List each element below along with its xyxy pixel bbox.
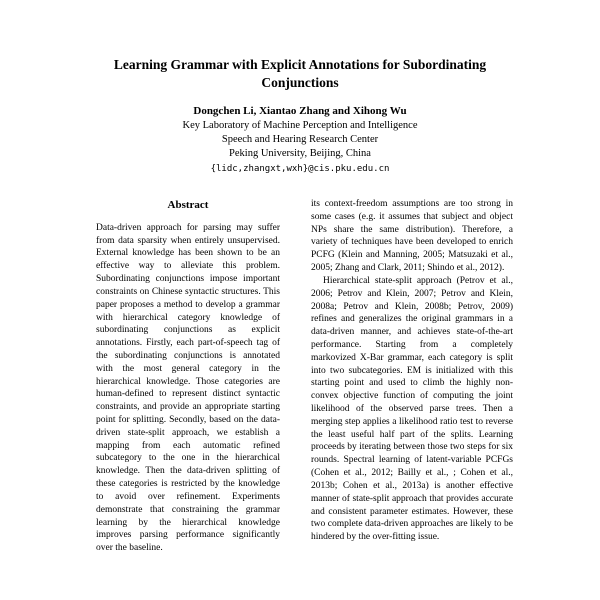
authors-line: Dongchen Li, Xiantao Zhang and Xihong Wu	[193, 105, 407, 118]
email-address: {lidc,zhangxt,wxh}@cis.pku.edu.cn	[210, 164, 390, 175]
right-column	[311, 198, 513, 555]
affiliation-line: Peking University, Beijing, China	[229, 148, 371, 160]
affiliation-line: Speech and Hearing Research Center	[221, 134, 379, 146]
abstract-heading: Abstract	[167, 199, 209, 212]
paper-body	[87, 0, 513, 555]
abstract-text: Data-driven approach for parsing may suffer from data sparsity when entirely unsupervised. External knowledge has been shown to be an effective way to alleviate this problem. Subordinating conjunctions impose important constraints on Chinese syntactic structures. This paper proposes a method to develop a grammar with hierarchical category knowledge of subordinating conjunctions as explicit annotations. Firstly, each part-of-speech tag of the subordinating conjunctions is annotated with the most general category in the hierarchical knowledge. Those categories are human-defined to represent distinct syntactic constraints, and provide an appropriate starting point for splitting. Secondly, based on the data-driven state-split approach, we establish a mapping from each automatic refined subcategory to the one in the hierarchical knowledge. Then the data-driven splitting of these categories is restricted by the knowledge to avoid over refinement. Experiments demonstrate that constraining the grammar learning by the hierarchical knowledge improves parsing performance significantly over the baseline.	[96, 222, 280, 554]
body-paragraph: Hierarchical state-split approach (Petrov et al., 2006; Petrov and Klein, 2007; Petrov and Klein, 2008a; Petrov and Klein, 2008b; Petrov, 2009) refines and generalizes the original grammars in a data-driven manner, and achieves state-of-the-art performance. Starting from a completely markovized X-Bar grammar, each category is split into two subcategories. EM is initialized with this starting point and used to climb the highly non-convex objective function of computing the joint likelihood of the observed parse trees. Then a merging step applies a likelihood ratio test to reverse the least useful half part of the splits. Learning proceeds by iterating between those two steps for six rounds. Spectral learning of latent-variable PCFGs (Cohen et al., 2012; Bailly et al., ; Cohen et al., 2013b; Cohen et al., 2013a) is another effective manner of state-split approach that provides accurate and consistent parameter estimates. However, these two complete data-driven approaches are likely to be hindered by the over-fitting issue.	[311, 275, 513, 543]
affiliation-line: Key Laboratory of Machine Perception and Intelligence	[182, 120, 418, 132]
affiliation-block	[87, 119, 513, 161]
body-paragraph: its context-freedom assumptions are too strong in some cases (e.g. it assumes that subject and object NPs share the same distribution). Therefore, a variety of techniques have been developed to enrich PCFG (Klein and Manning, 2005; Matsuzaki et al., 2005; Zhang and Clark, 2011; Shindo et al., 2012).	[311, 199, 513, 274]
two-column-layout	[87, 198, 513, 555]
left-column	[87, 198, 289, 555]
paper-title: Learning Grammar with Explicit Annotations for Subordinating Conjunctions	[113, 57, 487, 91]
